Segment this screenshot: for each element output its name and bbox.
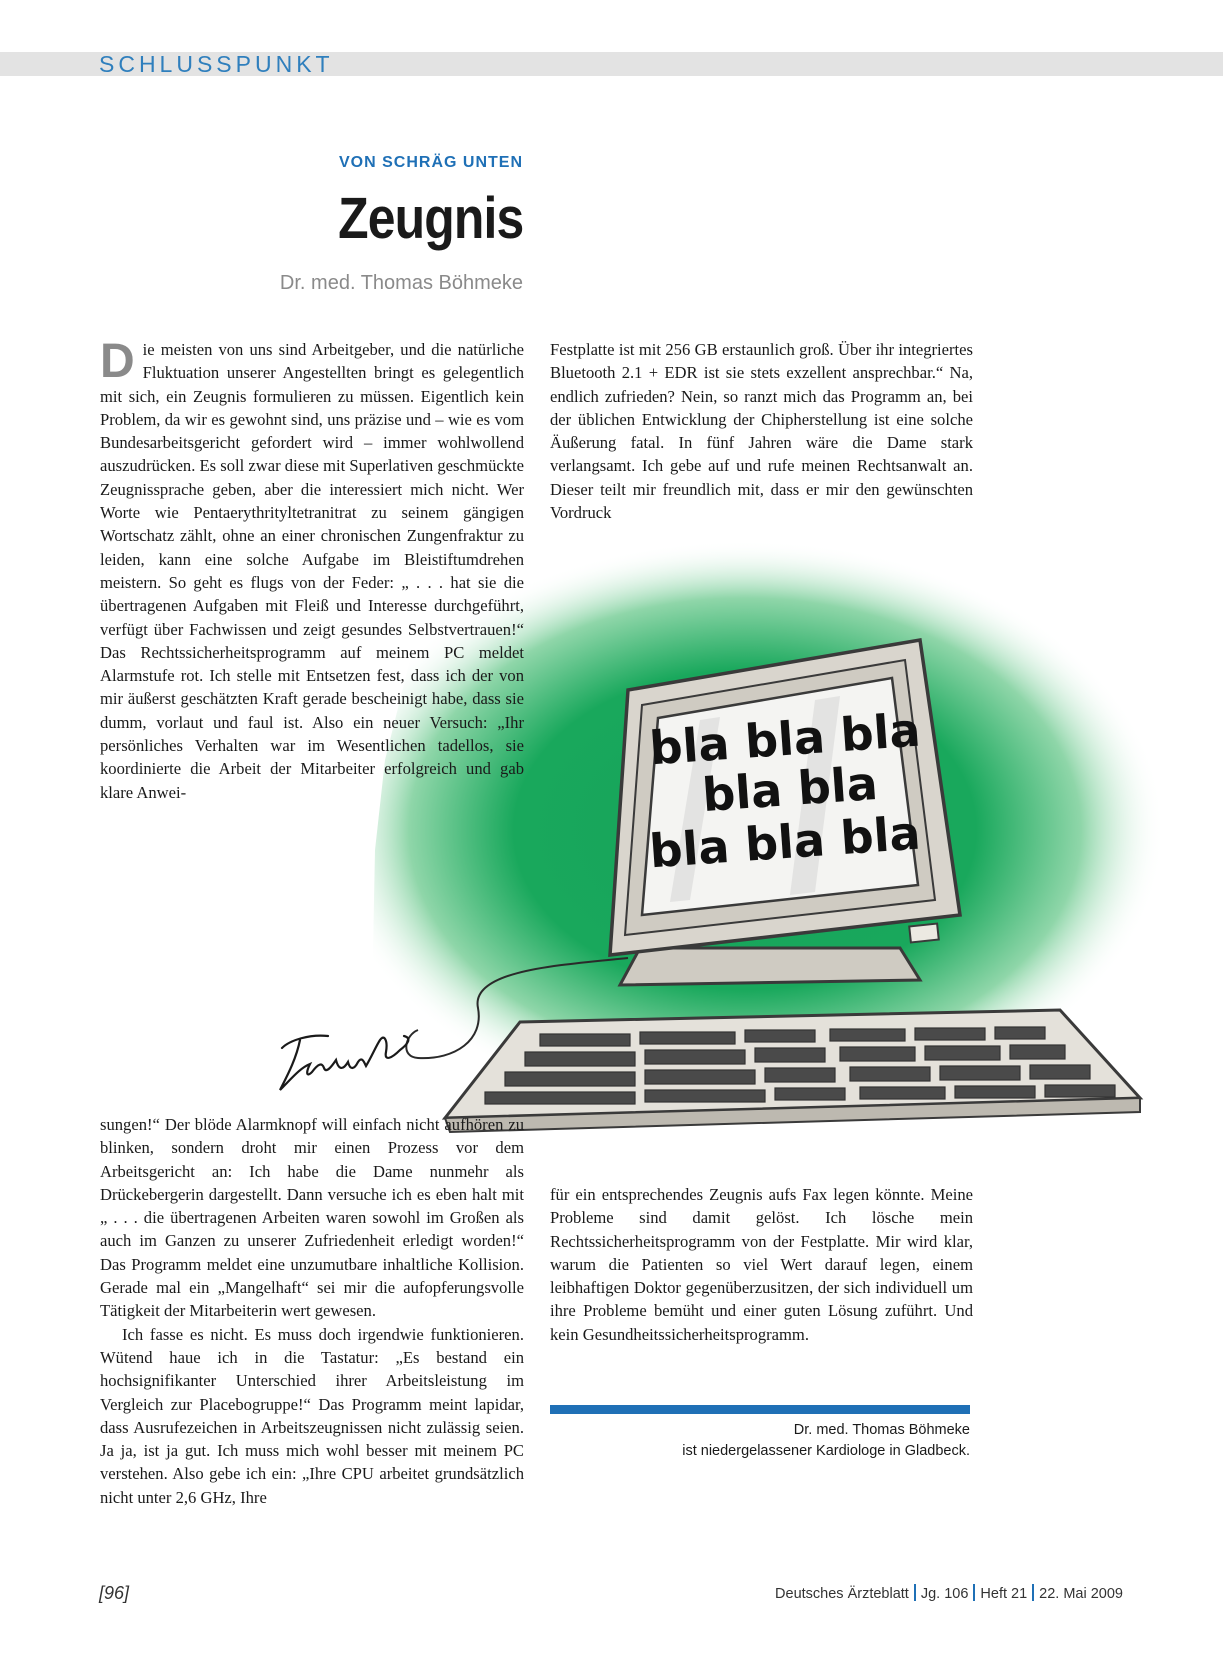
page-number: [96]	[99, 1583, 130, 1603]
signature-text: Franke	[0, 0, 3, 1]
footer-citation	[775, 1584, 1123, 1602]
paragraph-right-1: Festplatte ist mit 256 GB erstaunlich groß. Über ihr integriertes Bluetooth 2.1 + EDR ist sie stets exzellent ansprechbar.“ Na, endlich zufrieden? Nein, so ranzt mich das Programm an, bei der üblichen Entwicklung der Chipherstellung ist eine solche Äußerung fatal. In fünf Jahren wäre die Dame stark verlangsamt. Ich gebe auf und rufe meinen Rechtsanwalt an. Dieser teilt mir freundlich mit, dass er mir den gewünschten Vordruck	[550, 340, 973, 523]
artist-signature	[280, 1036, 408, 1090]
footer-separator	[914, 1584, 916, 1601]
article-author: Dr. med. Thomas Böhmeke	[279, 272, 523, 294]
column-left-top	[100, 335, 524, 994]
footer-volume: Jg. 106	[920, 1586, 969, 1602]
column-right-top	[550, 338, 973, 524]
bio-name: Dr. med. Thomas Böhmeke	[793, 1422, 970, 1438]
footer-issue: Heft 21	[980, 1586, 1028, 1602]
section-label: SCHLUSSPUNKT	[99, 51, 334, 77]
footer-journal: Deutsches Ärzteblatt	[775, 1586, 909, 1602]
paragraph-3: Ich fasse es nicht. Es muss doch irgendwie funktionieren. Wütend haue ich in die Tastatur: „Es bestand ein hochsignifikanter Unterschied ihrer Arbeitsleistung im Vergleich zur Placebogruppe!“ Das Programm meint lapidar, dass Ausrufezeichen in Arbeitszeugnissen nicht zulässig seien. Ja ja, ist ja gut. Ich muss mich wohl besser mit meinem PC verstehen. Also gebe ich ein: „Ihre CPU arbeitet grundsätzlich nicht unter 2,6 GHz, Ihre	[100, 1324, 524, 1507]
bio-divider	[550, 1405, 970, 1414]
footer-separator	[1032, 1584, 1034, 1601]
drop-cap: D	[100, 335, 135, 388]
article-title: Zeugnis	[337, 186, 523, 251]
bio-text: ist niedergelassener Kardiologe in Gladbeck.	[682, 1443, 970, 1459]
footer-date: 22. Mai 2009	[1039, 1586, 1123, 1602]
paragraph-2: sungen!“ Der blöde Alarmknopf will einfach nicht aufhören zu blinken, sondern droht mir einen Prozess vor dem Arbeitsgericht an: Ich habe die Dame nunmehr als Drückebergerin dargestellt. Dann versuche ich es eben halt mit „ . . . die übertragenen Arbeiten waren sowohl im Großen als auch im Ganzen zu unserer Zufriedenheit erledigt worden!“ Das Programm meldet eine unzumutbare inhaltliche Kollision. Gerade mal ein „Mangelhaft“ sei mir die aufopferungsvolle Tätigkeit der Mitarbeiterin wert gewesen.	[100, 1115, 524, 1321]
screen-line-3: bla bla bla	[647, 805, 923, 879]
article-kicker: VON SCHRÄG UNTEN	[338, 154, 523, 171]
paragraph-right-2: für ein entsprechendes Zeugnis aufs Fax legen könnte. Meine Probleme sind damit gelöst. Ich lösche mein Rechtssicherheitsprogramm von der Festplatte. Mir wird klar, warum die Patienten so viel Wert darauf legen, einem leibhaftigen Doktor gegenüberzusitzen, der sich individuell um ihre Probleme bemüht und einer guten Lösung zuführt. Und kein Gesundheitssicherheitsprogramm.	[550, 1185, 973, 1344]
footer-separator	[973, 1584, 975, 1601]
column-left-bottom	[100, 1113, 524, 1509]
power-button	[909, 924, 939, 943]
monitor-base	[620, 948, 920, 985]
column-right-bottom	[550, 1183, 973, 1346]
paragraph-1: Die meisten von uns sind Arbeitgeber, und die natürliche Fluktuation unserer Angestellten bringt es gelegentlich mit sich, ein Zeugnis formulieren zu müssen. Eigentlich kein Problem, da wir es gewohnt sind, uns präzise und – wie es vom Bundesarbeitsgericht gefordert wird – immer wohlwollend auszudrücken. Es soll zwar diese mit Superlativen geschmückte Zeugnissprache geben, aber die interessiert mich nicht. Wer Worte wie Pentaerythrityltetranitrat zu seinem gängigen Wortschatz zählt, ohne an einer chronischen Zungenfraktur zu leiden, kann eine solche Aufgabe im Bleistiftumdrehen meistern. So geht es flugs von der Feder: „ . . . hat sie die übertragenen Aufgaben mit Fleiß und Interesse durchgeführt, verfügt über Fachwissen und zeigt gesundes Selbstvertrauen!“ Das Rechtssicherheitsprogramm auf meinem PC meldet Alarmstufe rot. Ich stelle mit Entsetzen fest, dass ich der von mir äußerst geschätzten Kraft gerade bescheinigt habe, dass sie dumm, vorlaut und faul ist. Also ein neuer Versuch: „Ihr persönliches Verhalten war im Wesentlichen tadellos, sie koordinierte die Arbeit der Mitarbeiter erfolgreich und gab klare Anwei-	[100, 335, 524, 802]
screen-line-2: bla bla	[700, 755, 880, 823]
author-bio	[682, 1420, 970, 1462]
screen-line-1: bla bla bla	[647, 702, 923, 776]
